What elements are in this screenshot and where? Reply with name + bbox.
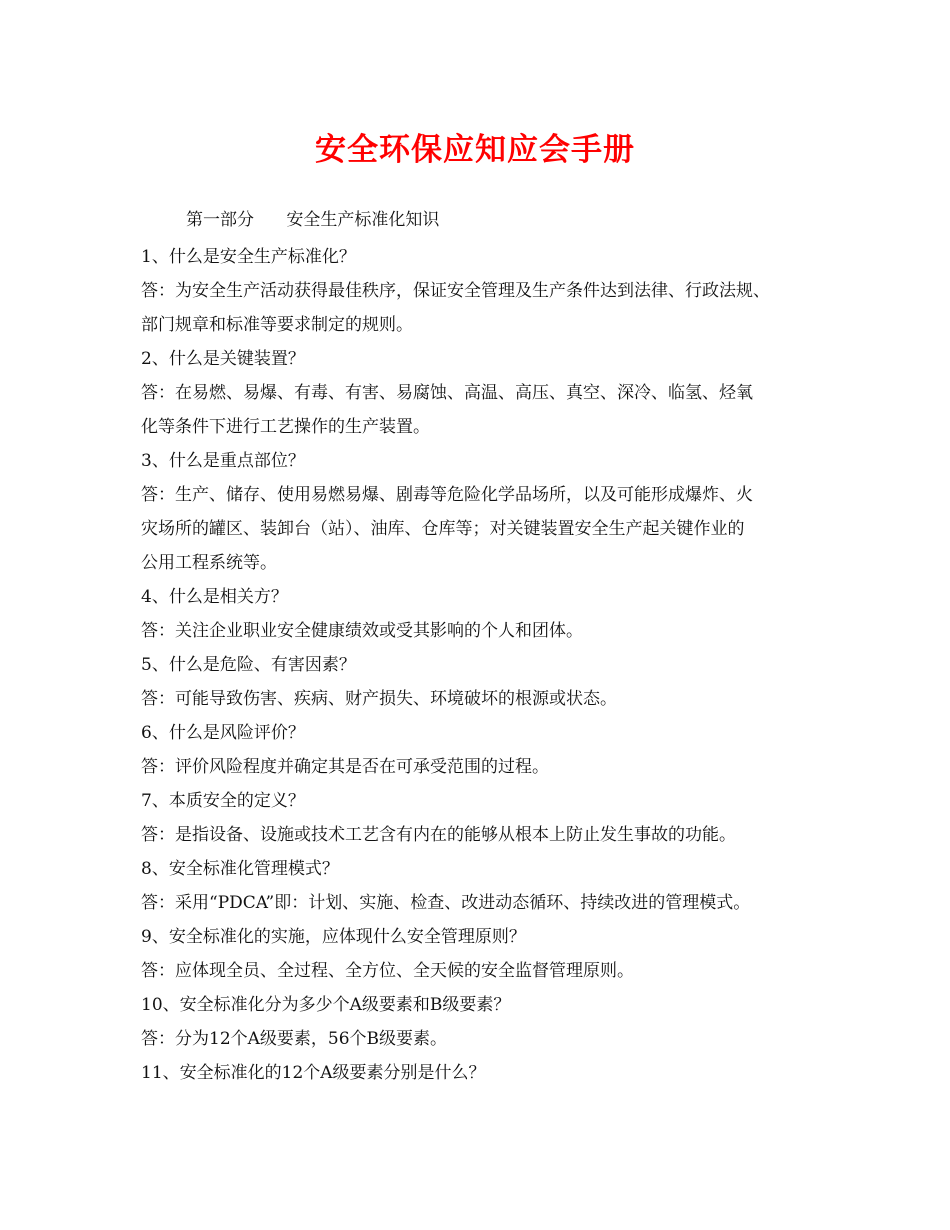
section-heading: 第一部分 安全生产标准化知识 xyxy=(186,210,440,230)
text-line: 8、安全标准化管理模式？ xyxy=(141,859,339,879)
text-line: 10、安全标准化分为多少个A级要素和B级要素？ xyxy=(141,995,511,1015)
text-line: 化等条件下进行工艺操作的生产装置。 xyxy=(141,417,430,437)
text-line: 答：为安全生产活动获得最佳秩序，保证安全管理及生产条件达到法律、行政法规、 xyxy=(141,281,770,301)
text-line: 答：可能导致伤害、疾病、财产损失、环境破坏的根源或状态。 xyxy=(141,689,617,709)
text-line: 6、什么是风险评价？ xyxy=(141,723,305,743)
text-line: 7、本质安全的定义？ xyxy=(141,791,305,811)
text-line: 答：是指设备、设施或技术工艺含有内在的能够从根本上防止发生事故的功能。 xyxy=(141,825,736,845)
text-line: 灾场所的罐区、装卸台（站）、油库、仓库等；对关键装置安全生产起关键作业的 xyxy=(141,519,745,539)
text-line: 答：应体现全员、全过程、全方位、全天候的安全监督管理原则。 xyxy=(141,961,634,981)
text-line: 4、什么是相关方？ xyxy=(141,587,288,607)
document-body xyxy=(141,240,841,1090)
text-line: 3、什么是重点部位？ xyxy=(141,451,305,471)
text-line: 5、什么是危险、有害因素？ xyxy=(141,655,356,675)
text-line: 答：关注企业职业安全健康绩效或受其影响的个人和团体。 xyxy=(141,621,583,641)
text-line: 答：分为12个A级要素，56个B级要素。 xyxy=(141,1029,448,1049)
text-line: 答：生产、储存、使用易燃易爆、剧毒等危险化学品场所，以及可能形成爆炸、火 xyxy=(141,485,753,505)
document-title: 安全环保应知应会手册 xyxy=(315,132,635,168)
text-line: 答：在易燃、易爆、有毒、有害、易腐蚀、高温、高压、真空、深冷、临氢、烃氧 xyxy=(141,383,753,403)
text-line: 9、安全标准化的实施，应体现什么安全管理原则？ xyxy=(141,927,526,947)
text-line: 1、什么是安全生产标准化？ xyxy=(141,247,356,267)
text-line: 答：采用“PDCA”即：计划、实施、检查、改进动态循环、持续改进的管理模式。 xyxy=(141,893,751,913)
text-line: 答：评价风险程度并确定其是否在可承受范围的过程。 xyxy=(141,757,549,777)
text-line: 11、安全标准化的12个A级要素分别是什么？ xyxy=(141,1063,486,1083)
text-line: 公用工程系统等。 xyxy=(141,553,277,573)
text-line: 部门规章和标准等要求制定的规则。 xyxy=(141,315,413,335)
text-line: 2、什么是关键装置？ xyxy=(141,349,305,369)
